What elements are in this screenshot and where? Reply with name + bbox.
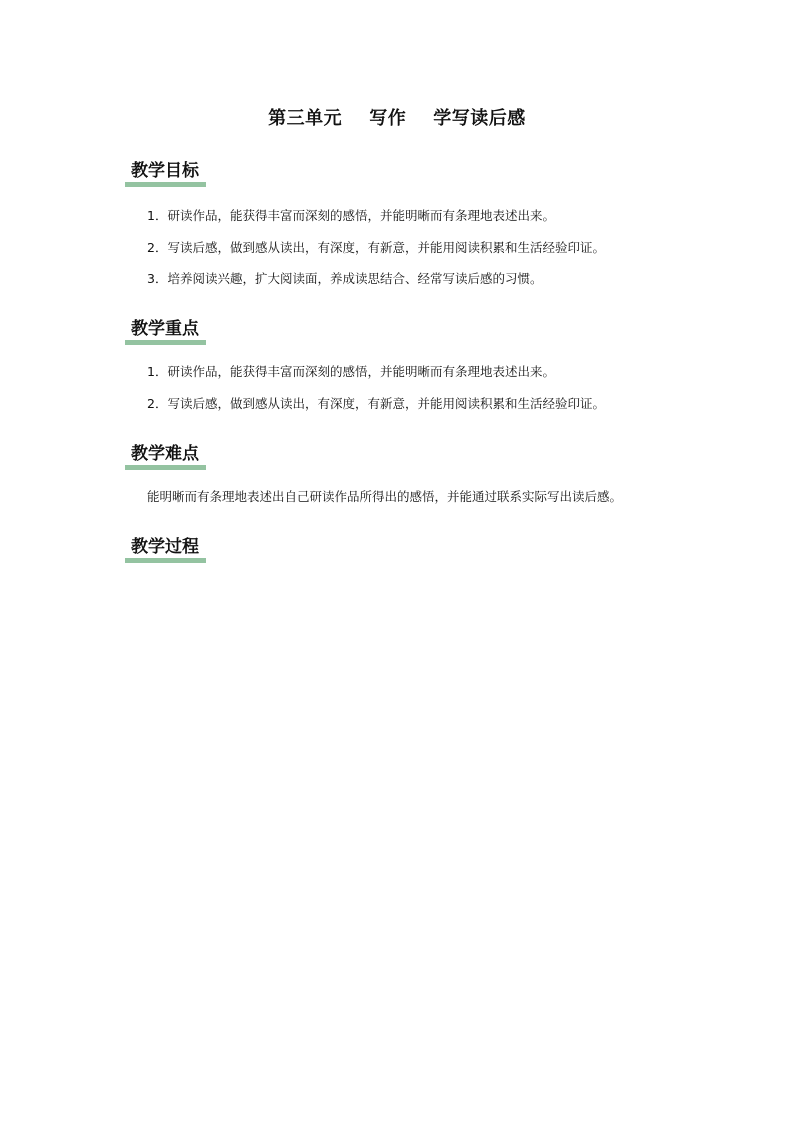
section-heading-process: 教学过程 <box>125 536 206 563</box>
section-heading-key-points: 教学重点 <box>125 318 206 345</box>
key-point-item-2: 2．写读后感，做到感从读出，有深度，有新意，并能用阅读积累和生活经验印证。 <box>147 396 605 411</box>
objective-item-1: 1．研读作品，能获得丰富而深刻的感悟，并能明晰而有条理地表述出来。 <box>147 208 555 223</box>
difficulty-item-1: 能明晰而有条理地表述出自己研读作品所得出的感悟，并能通过联系实际写出读后感。 <box>147 489 623 504</box>
section-heading-difficulties: 教学难点 <box>125 443 206 470</box>
section-heading-objectives: 教学目标 <box>125 160 206 187</box>
key-point-item-1: 1．研读作品，能获得丰富而深刻的感悟，并能明晰而有条理地表述出来。 <box>147 364 555 379</box>
objective-item-2: 2．写读后感，做到感从读出，有深度，有新意，并能用阅读积累和生活经验印证。 <box>147 240 605 255</box>
page-title: 第三单元 写作 学写读后感 <box>268 108 526 129</box>
objective-item-3: 3．培养阅读兴趣，扩大阅读面，养成读思结合、经常写读后感的习惯。 <box>147 271 543 286</box>
